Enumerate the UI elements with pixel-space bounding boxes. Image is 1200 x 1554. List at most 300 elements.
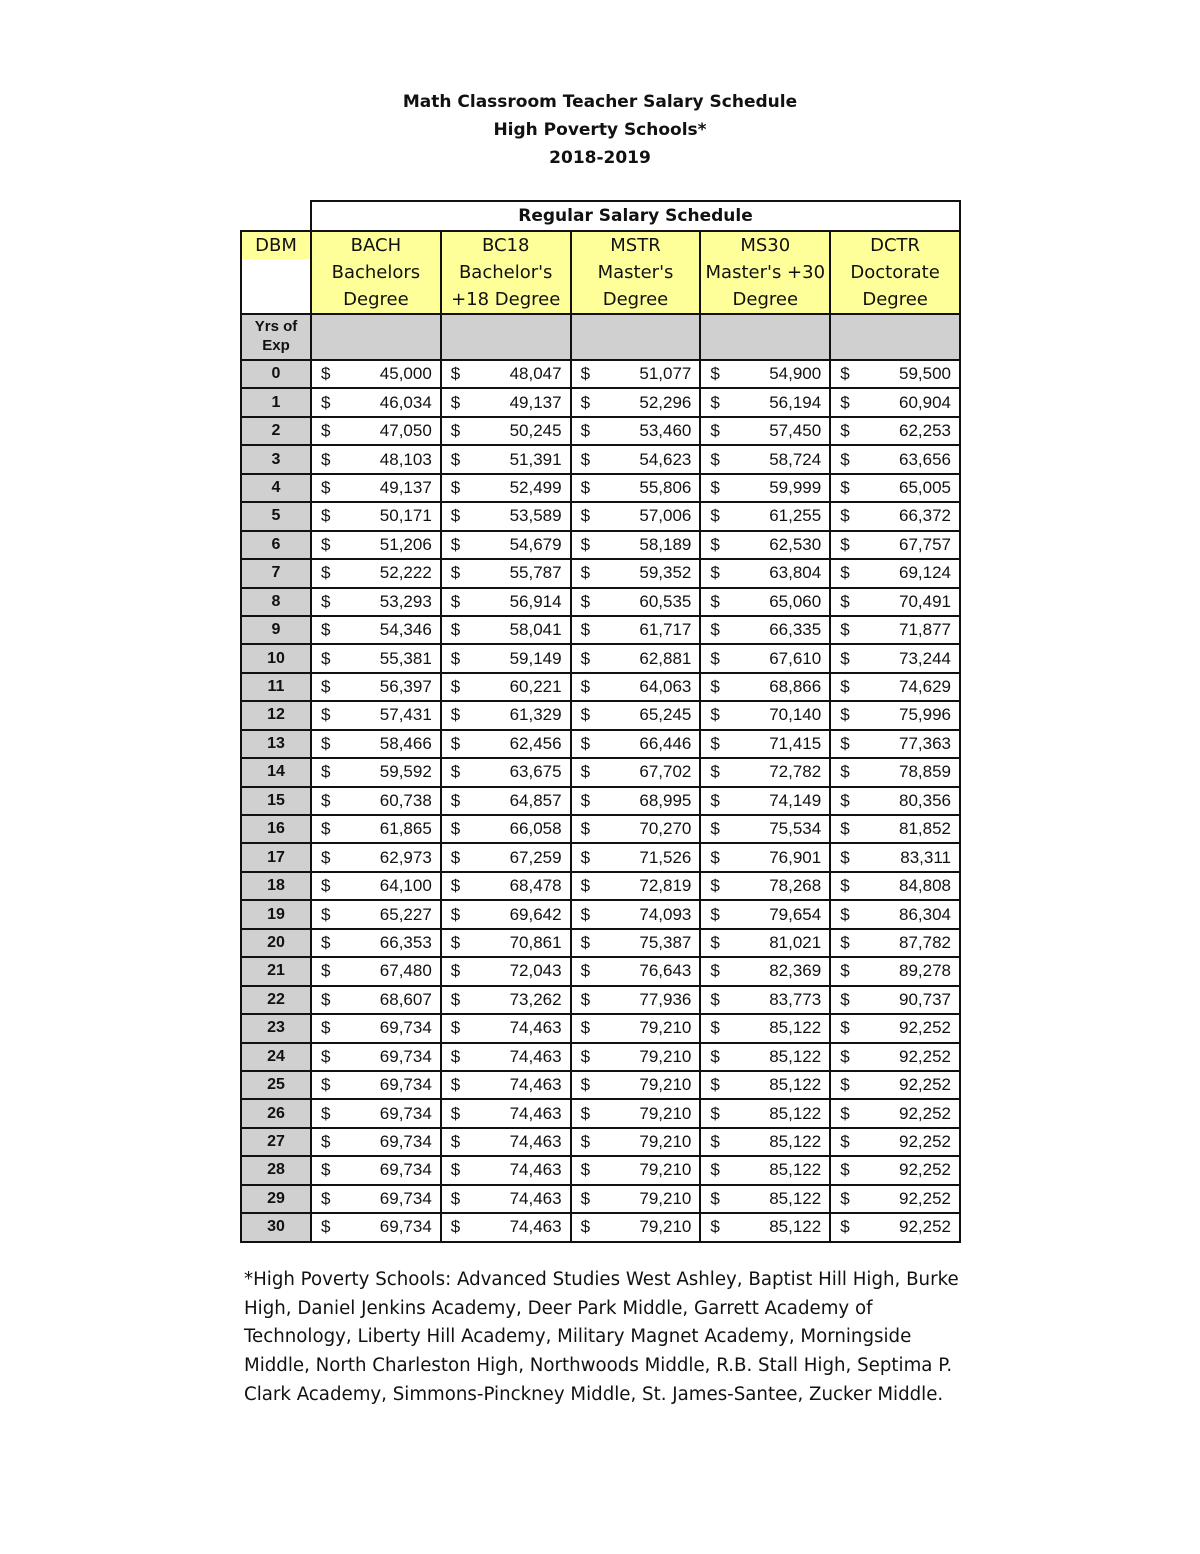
- dollar-sign: $: [840, 705, 850, 725]
- dollar-sign: $: [580, 1160, 591, 1180]
- salary-amount: [831, 844, 959, 870]
- salary-amount: [312, 702, 440, 728]
- degree-line: Degree: [343, 289, 409, 310]
- salary-cell: [700, 815, 830, 843]
- dollar-sign: $: [710, 364, 720, 384]
- salary-cell: [441, 986, 571, 1014]
- dollar-sign: $: [840, 819, 850, 839]
- salary-value: 62,456: [509, 733, 562, 753]
- dollar-sign: $: [321, 961, 331, 981]
- years-cell: 10: [241, 644, 311, 672]
- dollar-sign: $: [710, 904, 720, 924]
- salary-cell: [700, 474, 830, 502]
- table-row: [241, 417, 960, 445]
- degree-line: Doctorate: [850, 262, 940, 283]
- salary-value: 77,936: [639, 989, 692, 1009]
- salary-amount: [312, 1129, 440, 1155]
- dollar-sign: $: [710, 677, 720, 697]
- salary-cell: [700, 1128, 830, 1156]
- dollar-sign: $: [710, 1132, 720, 1152]
- salary-amount: [831, 1072, 959, 1098]
- table-row: [241, 360, 960, 388]
- salary-cell: [700, 445, 830, 473]
- salary-cell: [700, 787, 830, 815]
- salary-amount: [572, 645, 700, 671]
- years-cell: 14: [241, 758, 311, 786]
- table-row: [241, 730, 960, 758]
- salary-value: 48,047: [509, 364, 562, 384]
- salary-amount: [442, 446, 570, 472]
- salary-amount: [701, 873, 829, 899]
- dollar-sign: $: [450, 620, 461, 640]
- years-cell: 9: [241, 616, 311, 644]
- salary-cell: [311, 1043, 441, 1071]
- document-title: [0, 88, 1200, 172]
- degree-line: Master's +30: [705, 262, 826, 283]
- salary-amount: [572, 1214, 700, 1240]
- years-cell: 21: [241, 957, 311, 985]
- salary-cell: [441, 1156, 571, 1184]
- salary-amount: [572, 788, 700, 814]
- salary-cell: [571, 787, 701, 815]
- salary-value: 54,346: [379, 620, 432, 640]
- salary-value: 49,137: [509, 392, 562, 412]
- salary-amount: [831, 1214, 959, 1240]
- salary-amount: [442, 1072, 570, 1098]
- salary-value: 53,460: [639, 421, 692, 441]
- dollar-sign: $: [450, 819, 461, 839]
- dollar-sign: $: [580, 620, 591, 640]
- dollar-sign: $: [580, 449, 591, 469]
- salary-amount: [572, 759, 700, 785]
- salary-cell: [311, 673, 441, 701]
- salary-amount: [831, 1100, 959, 1126]
- salary-cell: [571, 502, 701, 530]
- salary-amount: [442, 418, 570, 444]
- dollar-sign: $: [840, 989, 850, 1009]
- salary-cell: [830, 1099, 960, 1127]
- years-cell: 15: [241, 787, 311, 815]
- salary-value: 71,877: [898, 620, 951, 640]
- column-degree-mstr: [571, 259, 701, 314]
- dollar-sign: $: [321, 819, 331, 839]
- salary-cell: [441, 730, 571, 758]
- salary-amount: [312, 1157, 440, 1183]
- salary-amount: [831, 1157, 959, 1183]
- salary-cell: [830, 986, 960, 1014]
- salary-cell: [700, 1156, 830, 1184]
- salary-amount: [701, 503, 829, 529]
- salary-amount: [442, 1129, 570, 1155]
- salary-amount: [831, 361, 959, 387]
- dollar-sign: $: [840, 534, 850, 554]
- salary-cell: [830, 787, 960, 815]
- salary-value: 66,446: [639, 733, 692, 753]
- salary-amount: [701, 1015, 829, 1041]
- dollar-sign: $: [321, 477, 331, 497]
- dbm-blank-cell: [241, 259, 311, 314]
- column-degree-bc18: [441, 259, 571, 314]
- salary-amount: [312, 532, 440, 558]
- salary-amount: [312, 873, 440, 899]
- salary-amount: [831, 418, 959, 444]
- salary-value: 83,773: [769, 989, 822, 1009]
- salary-amount: [701, 1214, 829, 1240]
- dollar-sign: $: [710, 421, 720, 441]
- salary-value: 67,480: [379, 961, 432, 981]
- salary-amount: [442, 759, 570, 785]
- salary-amount: [831, 930, 959, 956]
- years-label-line: Yrs of: [254, 318, 298, 335]
- dollar-sign: $: [580, 1018, 591, 1038]
- dollar-sign: $: [710, 932, 720, 952]
- salary-cell: [830, 502, 960, 530]
- salary-value: 82,369: [769, 961, 822, 981]
- dollar-sign: $: [321, 932, 331, 952]
- dollar-sign: $: [580, 790, 591, 810]
- dbm-header: DBM: [241, 231, 311, 259]
- dollar-sign: $: [580, 591, 591, 611]
- salary-cell: [830, 815, 960, 843]
- salary-value: 73,244: [898, 648, 951, 668]
- table-row: [241, 957, 960, 985]
- salary-cell: [571, 1014, 701, 1042]
- salary-amount: [701, 532, 829, 558]
- salary-amount: [312, 958, 440, 984]
- salary-cell: [571, 1156, 701, 1184]
- salary-cell: [571, 644, 701, 672]
- dollar-sign: $: [450, 961, 461, 981]
- dollar-sign: $: [450, 705, 461, 725]
- salary-amount: [442, 389, 570, 415]
- dollar-sign: $: [580, 1188, 591, 1208]
- salary-amount: [701, 674, 829, 700]
- dollar-sign: $: [321, 1132, 331, 1152]
- salary-value: 83,311: [900, 847, 951, 867]
- salary-cell: [311, 929, 441, 957]
- salary-cell: [830, 957, 960, 985]
- salary-cell: [311, 616, 441, 644]
- salary-value: 85,122: [769, 1018, 822, 1038]
- blank-corner-cell: [241, 201, 311, 231]
- dollar-sign: $: [710, 1046, 720, 1066]
- salary-value: 72,043: [509, 961, 562, 981]
- salary-value: 92,252: [898, 1103, 951, 1123]
- salary-cell: [830, 929, 960, 957]
- dollar-sign: $: [840, 876, 850, 896]
- salary-value: 58,041: [509, 620, 562, 640]
- salary-cell: [830, 474, 960, 502]
- dollar-sign: $: [321, 534, 331, 554]
- salary-value: 87,782: [898, 932, 951, 952]
- grey-header-cell: [571, 314, 701, 360]
- salary-value: 81,021: [769, 932, 822, 952]
- salary-cell: [700, 872, 830, 900]
- salary-cell: [571, 730, 701, 758]
- salary-value: 69,734: [379, 1188, 432, 1208]
- salary-amount: [701, 1186, 829, 1212]
- salary-amount: [831, 674, 959, 700]
- dollar-sign: $: [321, 648, 331, 668]
- salary-amount: [312, 1044, 440, 1070]
- salary-value: 92,252: [898, 1132, 951, 1152]
- salary-cell: [830, 1128, 960, 1156]
- dollar-sign: $: [840, 449, 850, 469]
- salary-amount: [701, 1044, 829, 1070]
- salary-cell: [441, 559, 571, 587]
- salary-value: 59,592: [379, 762, 432, 782]
- dollar-sign: $: [580, 847, 591, 867]
- salary-value: 49,137: [379, 477, 432, 497]
- salary-amount: [572, 930, 700, 956]
- salary-amount: [442, 589, 570, 615]
- salary-cell: [311, 588, 441, 616]
- dollar-sign: $: [840, 1188, 850, 1208]
- salary-amount: [312, 361, 440, 387]
- salary-value: 55,806: [639, 477, 692, 497]
- salary-cell: [571, 531, 701, 559]
- salary-value: 69,124: [898, 563, 951, 583]
- salary-amount: [572, 674, 700, 700]
- table-row: [241, 787, 960, 815]
- table-row: [241, 872, 960, 900]
- salary-amount: [442, 1214, 570, 1240]
- column-code-ms30: MS30: [700, 231, 830, 259]
- salary-cell: [700, 616, 830, 644]
- salary-cell: [571, 843, 701, 871]
- salary-cell: [571, 1071, 701, 1099]
- salary-value: 74,149: [769, 790, 822, 810]
- dollar-sign: $: [450, 677, 461, 697]
- salary-value: 57,450: [769, 421, 822, 441]
- title-line-2: High Poverty Schools*: [493, 120, 707, 140]
- salary-cell: [571, 588, 701, 616]
- salary-cell: [830, 616, 960, 644]
- salary-value: 63,656: [898, 449, 951, 469]
- salary-cell: [441, 1128, 571, 1156]
- salary-value: 69,734: [379, 1046, 432, 1066]
- salary-value: 67,610: [769, 648, 822, 668]
- table-row: [241, 644, 960, 672]
- years-cell: 0: [241, 360, 311, 388]
- salary-value: 85,122: [769, 1046, 822, 1066]
- dollar-sign: $: [580, 961, 591, 981]
- salary-amount: [442, 788, 570, 814]
- salary-cell: [311, 531, 441, 559]
- salary-cell: [311, 1071, 441, 1099]
- salary-cell: [700, 559, 830, 587]
- salary-amount: [572, 1072, 700, 1098]
- salary-value: 74,463: [509, 1132, 562, 1152]
- salary-cell: [700, 758, 830, 786]
- salary-amount: [312, 930, 440, 956]
- salary-cell: [441, 1071, 571, 1099]
- table-row: [241, 616, 960, 644]
- salary-amount: [831, 987, 959, 1013]
- table-row: [241, 673, 960, 701]
- salary-amount: [312, 446, 440, 472]
- salary-cell: [830, 1071, 960, 1099]
- salary-amount: [572, 958, 700, 984]
- years-cell: 1: [241, 388, 311, 416]
- dollar-sign: $: [321, 1018, 331, 1038]
- table-row: [241, 701, 960, 729]
- salary-cell: [700, 900, 830, 928]
- salary-cell: [830, 445, 960, 473]
- salary-value: 58,724: [769, 449, 822, 469]
- salary-cell: [700, 929, 830, 957]
- salary-value: 79,210: [639, 1160, 692, 1180]
- dollar-sign: $: [580, 392, 591, 412]
- salary-amount: [701, 958, 829, 984]
- dollar-sign: $: [710, 506, 720, 526]
- salary-value: 71,415: [769, 733, 822, 753]
- salary-cell: [571, 929, 701, 957]
- salary-amount: [442, 674, 570, 700]
- table-row: [241, 1213, 960, 1241]
- salary-amount: [831, 1044, 959, 1070]
- salary-cell: [700, 986, 830, 1014]
- dollar-sign: $: [321, 989, 331, 1009]
- dollar-sign: $: [710, 449, 720, 469]
- salary-amount: [831, 816, 959, 842]
- salary-amount: [312, 1100, 440, 1126]
- salary-value: 59,149: [509, 648, 562, 668]
- salary-cell: [311, 360, 441, 388]
- dollar-sign: $: [840, 591, 850, 611]
- salary-amount: [442, 702, 570, 728]
- dollar-sign: $: [450, 1160, 461, 1180]
- salary-cell: [311, 730, 441, 758]
- salary-amount: [442, 645, 570, 671]
- salary-value: 69,734: [379, 1018, 432, 1038]
- salary-value: 85,122: [769, 1160, 822, 1180]
- salary-amount: [312, 1186, 440, 1212]
- dollar-sign: $: [580, 421, 591, 441]
- salary-value: 69,734: [379, 1075, 432, 1095]
- salary-amount: [701, 446, 829, 472]
- salary-amount: [442, 503, 570, 529]
- years-cell: 28: [241, 1156, 311, 1184]
- degree-line: Bachelor's: [458, 262, 553, 283]
- salary-cell: [441, 957, 571, 985]
- salary-cell: [571, 758, 701, 786]
- dollar-sign: $: [321, 1160, 331, 1180]
- salary-value: 45,000: [379, 364, 432, 384]
- salary-cell: [441, 701, 571, 729]
- salary-cell: [311, 843, 441, 871]
- salary-amount: [831, 1186, 959, 1212]
- salary-value: 79,210: [639, 1188, 692, 1208]
- salary-amount: [831, 1015, 959, 1041]
- dollar-sign: $: [840, 904, 850, 924]
- degree-line: Master's: [597, 262, 674, 283]
- salary-value: 59,999: [769, 477, 822, 497]
- salary-value: 74,463: [509, 1217, 562, 1237]
- dollar-sign: $: [580, 1075, 591, 1095]
- salary-value: 52,222: [379, 563, 432, 583]
- dollar-sign: $: [710, 961, 720, 981]
- salary-cell: [830, 872, 960, 900]
- dollar-sign: $: [710, 1160, 720, 1180]
- salary-value: 67,702: [639, 762, 692, 782]
- salary-cell: [700, 417, 830, 445]
- salary-cell: [571, 559, 701, 587]
- dollar-sign: $: [450, 648, 461, 668]
- salary-cell: [571, 1128, 701, 1156]
- dollar-sign: $: [321, 506, 331, 526]
- salary-value: 54,623: [639, 449, 692, 469]
- salary-value: 79,210: [639, 1217, 692, 1237]
- schedule-title: Regular Salary Schedule: [311, 201, 960, 231]
- salary-cell: [700, 957, 830, 985]
- salary-cell: [311, 701, 441, 729]
- dollar-sign: $: [840, 1046, 850, 1066]
- salary-amount: [442, 1186, 570, 1212]
- salary-amount: [572, 560, 700, 586]
- dollar-sign: $: [580, 677, 591, 697]
- salary-amount: [572, 532, 700, 558]
- salary-value: 76,901: [769, 847, 822, 867]
- salary-value: 51,391: [509, 449, 562, 469]
- dollar-sign: $: [321, 705, 331, 725]
- dollar-sign: $: [840, 1132, 850, 1152]
- salary-value: 62,973: [379, 847, 432, 867]
- dollar-sign: $: [580, 1103, 591, 1123]
- salary-value: 73,262: [509, 989, 562, 1009]
- salary-value: 52,296: [639, 392, 692, 412]
- salary-value: 54,679: [509, 534, 562, 554]
- salary-cell: [830, 1043, 960, 1071]
- salary-value: 92,252: [898, 1217, 951, 1237]
- salary-amount: [442, 958, 570, 984]
- table-row: [241, 474, 960, 502]
- salary-cell: [441, 474, 571, 502]
- degree-name-row: [241, 259, 960, 314]
- dollar-sign: $: [580, 705, 591, 725]
- salary-value: 74,093: [639, 904, 692, 924]
- salary-value: 56,194: [769, 392, 822, 412]
- salary-amount: [312, 418, 440, 444]
- dollar-sign: $: [321, 421, 331, 441]
- dollar-sign: $: [710, 392, 720, 412]
- salary-amount: [701, 816, 829, 842]
- salary-value: 62,881: [639, 648, 692, 668]
- salary-cell: [571, 616, 701, 644]
- degree-line: Bachelors: [331, 262, 421, 283]
- dollar-sign: $: [450, 762, 461, 782]
- table-row: [241, 1156, 960, 1184]
- dollar-sign: $: [580, 762, 591, 782]
- dollar-sign: $: [321, 1075, 331, 1095]
- salary-value: 59,500: [898, 364, 951, 384]
- column-degree-dctr: [830, 259, 960, 314]
- salary-cell: [311, 1185, 441, 1213]
- salary-cell: [700, 1213, 830, 1241]
- dollar-sign: $: [450, 1075, 461, 1095]
- salary-value: 63,675: [509, 762, 562, 782]
- dollar-sign: $: [710, 534, 720, 554]
- dollar-sign: $: [450, 876, 461, 896]
- years-cell: 25: [241, 1071, 311, 1099]
- dollar-sign: $: [840, 421, 850, 441]
- dollar-sign: $: [450, 392, 461, 412]
- salary-amount: [572, 702, 700, 728]
- years-cell: 13: [241, 730, 311, 758]
- salary-amount: [442, 1157, 570, 1183]
- salary-value: 50,245: [509, 421, 562, 441]
- salary-cell: [441, 673, 571, 701]
